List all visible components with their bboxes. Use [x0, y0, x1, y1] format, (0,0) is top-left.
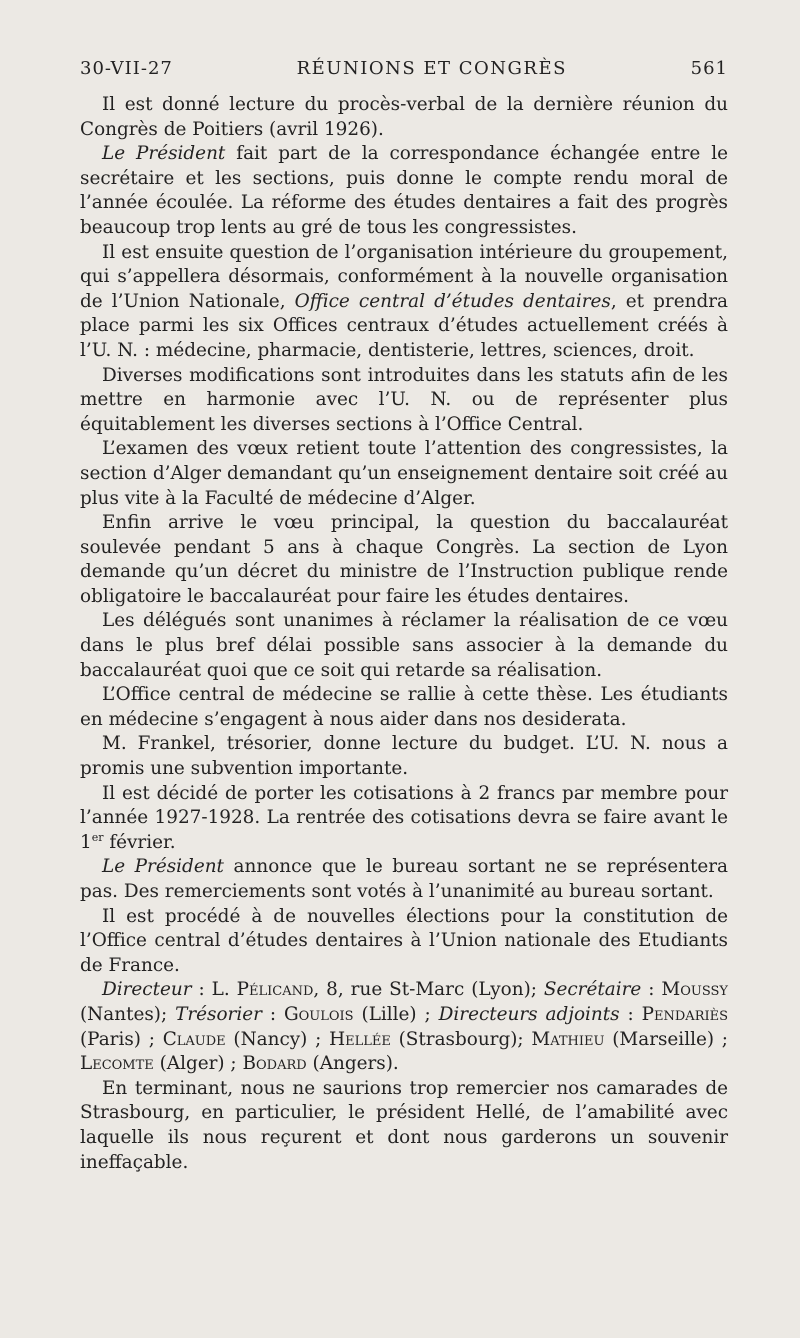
separator: : — [641, 979, 662, 1001]
paragraph-baccalaureat: Enfin arrive le vœu principal, la question du baccalauréat soulevée pendant 5 ans à chaque Congrès. La section de Lyon demande qu’un décret du ministre de l’Instruction publique rende obligatoire le baccalauréat pour faire les études dentaires. — [80, 512, 728, 607]
directeur-address: , 8, rue St-Marc (Lyon); — [313, 979, 544, 1001]
president-report-text: fait part de la correspondance échangée entre le secrétaire et les sections, puis donne le compte rendu moral de l’année écoulée. La réforme des études dentaires a fait des progrès beaucoup trop lents au gré de tous les congressistes. — [80, 143, 728, 238]
adjoint-name: Pendariès — [641, 1003, 729, 1025]
header-title: RÉUNIONS ET CONGRÈS — [296, 58, 567, 79]
header-date: 30-VII-27 — [80, 58, 173, 79]
paragraph-office-medecine: L’Office central de médecine se rallie à cette thèse. Les étudiants en médecine s’engagent à nous aider dans nos desiderata. — [80, 684, 728, 730]
adjoints-label: Directeurs adjoints — [438, 1003, 620, 1025]
organisation-text-1: Il est ensuite question de l’organisation intérieure du groupement, qui s’appellera désormais, conformément à la nouvelle organisation de l’Union Nationale, — [80, 241, 728, 312]
bureau-sortant-text: annonce que le bureau sortant ne se représentera pas. Des remerciements sont votés à l’unanimité au bureau sortant. — [80, 856, 728, 902]
secretaire-city: (Nantes); — [80, 1003, 176, 1025]
tresorier-city: (Lille) ; — [353, 1003, 439, 1025]
paragraph-statuts: Diverses modifications sont introduites dans les statuts afin de les mettre en harmonie avec l’U. N. ou de représenter plus équitablement les diverses sections à l’Office Central. — [80, 364, 728, 435]
cotisations-end: février. — [103, 831, 176, 853]
adjoint-name: Hellée — [329, 1028, 391, 1050]
president-label: Le Président — [102, 143, 226, 165]
cotisations-day-suffix: er — [91, 830, 104, 844]
separator: : — [619, 1003, 642, 1025]
paragraph-bureau-sortant — [80, 855, 728, 904]
tresorier-name: Goulois — [283, 1003, 354, 1025]
cotisations-text: Il est décidé de porter les cotisations à 2 francs par membre pour l’année 1927-1928. La rentrée des cotisations devra se faire avant le — [80, 782, 728, 829]
paragraph-elections: Il est procédé à de nouvelles élections pour la constitution de l’Office central d’études dentaires à l’Union nationale des Etudiants de France. — [80, 905, 728, 976]
office-name: Office central d’études dentaires — [294, 290, 611, 312]
separator: : — [261, 1003, 284, 1025]
paragraph-president-report — [80, 142, 728, 240]
adjoint-name: Claude — [162, 1028, 226, 1050]
adjoint-city: (Strasbourg); — [390, 1028, 532, 1050]
adjoint-city: (Alger) ; — [153, 1053, 243, 1075]
paragraph-organisation — [80, 241, 728, 364]
paragraph-proces-verbal: Il est donné lecture du procès-verbal de la dernière réunion du Congrès de Poitiers (avril 1926). — [80, 94, 728, 140]
adjoint-name: Lecomte — [80, 1053, 154, 1075]
president-label-2: Le Président — [102, 856, 224, 878]
directeur-initial: : L. — [191, 979, 237, 1001]
paragraph-cotisations — [80, 782, 728, 856]
paragraph-budget: M. Frankel, trésorier, donne lecture du budget. L’U. N. nous a promis une subvention importante. — [80, 733, 728, 780]
directeur-name: Pélicand — [236, 979, 314, 1001]
adjoint-city: (Paris) ; — [80, 1028, 163, 1050]
organisation-text-2: , et prendra place parmi les six Offices centraux d’études actuellement créés à l’U. N. : médecine, pharmacie, dentisterie, lettres, sciences, droit. — [80, 290, 728, 361]
paragraph-remerciements: En terminant, nous ne saurions trop remercier nos camarades de Strasbourg, en particulier, le président Hellé, de l’amabilité avec laquelle ils nous reçurent et dont nous garderons un souvenir ineffaçable. — [80, 1077, 728, 1173]
cotisations-day: 1 — [80, 831, 92, 853]
adjoint-name: Mathieu — [531, 1028, 605, 1050]
adjoint-name: Bodard — [242, 1053, 307, 1075]
running-header — [80, 58, 728, 79]
adjoint-city: (Marseille) ; — [604, 1028, 728, 1050]
article-body — [80, 93, 728, 1175]
tresorier-label: Trésorier — [175, 1003, 262, 1025]
secretaire-label: Secrétaire — [543, 979, 642, 1001]
adjoint-city: (Nancy) ; — [225, 1028, 330, 1050]
paragraph-voeux: L’examen des vœux retient toute l’attention des congressistes, la section d’Alger demandant qu’un enseignement dentaire soit créé au plus vite à la Faculté de médecine d’Alger. — [80, 438, 728, 509]
paragraph-delegues: Les délégués sont unanimes à réclamer la réalisation de ce vœu dans le plus bref délai possible sans associer à la demande du baccalauréat quoi que ce soit qui retarde sa réalisation. — [80, 610, 728, 681]
page-number: 561 — [690, 58, 728, 79]
adjoint-city: (Angers). — [306, 1053, 399, 1075]
paragraph-nouveau-bureau — [80, 978, 728, 1076]
secretaire-name: Moussy — [661, 979, 728, 1001]
directeur-label: Directeur — [102, 979, 192, 1001]
